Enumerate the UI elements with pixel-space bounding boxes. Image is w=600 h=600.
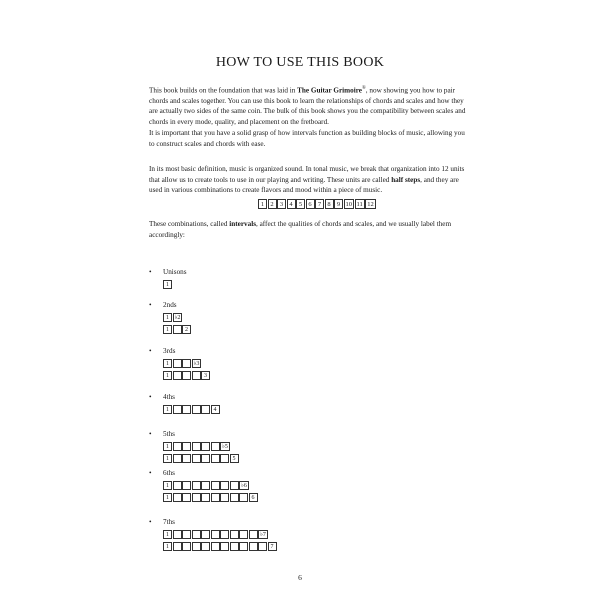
interval-cell: [182, 542, 191, 551]
interval-cell: [230, 481, 239, 490]
interval-cell: [192, 542, 201, 551]
interval-label: 7ths: [163, 518, 175, 526]
interval-cell: 1: [163, 530, 172, 539]
half-steps-text-a: In its most basic definition, music is organized sound. In tonal music, we break that organization into 12 units that allow us to create tools to use in our playing and writing. These units are called: [149, 165, 465, 184]
half-step-cell: 2: [268, 199, 277, 209]
interval-diagram-row: [163, 530, 268, 539]
interval-cell: 2: [182, 325, 191, 334]
paragraph-intervals-importance: It is important that you have a solid grasp of how intervals function as building blocks of music, allowing you to construct scales and chords with ease.: [149, 129, 465, 148]
interval-cell: 1: [163, 481, 172, 490]
interval-diagram-row: [163, 542, 277, 551]
page-title: HOW TO USE THIS BOOK: [215, 55, 385, 70]
interval-diagram-row: [163, 325, 192, 334]
bullet-dot: •: [149, 393, 152, 401]
interval-cell: 3: [201, 371, 210, 380]
interval-cell: [182, 442, 191, 451]
interval-cell: 1: [163, 493, 172, 502]
half-step-cell: 4: [287, 199, 296, 209]
interval-cell: [211, 454, 220, 463]
interval-cell: 1: [163, 313, 172, 322]
half-step-cell: 6: [306, 199, 315, 209]
interval-cell: [211, 442, 220, 451]
registered-mark: ®: [361, 86, 366, 91]
interval-cell: [201, 481, 210, 490]
half-step-cell: 12: [367, 201, 374, 208]
interval-cell: ♭3: [193, 361, 200, 367]
interval-cell: [201, 442, 210, 451]
interval-cell: 5: [230, 454, 239, 463]
interval-cell: [201, 405, 210, 414]
bullet-dot: •: [149, 430, 152, 438]
half-step-cell: 8: [325, 199, 334, 209]
interval-cell: [201, 454, 210, 463]
paragraph-intervals: [149, 219, 469, 240]
interval-cell: [211, 493, 220, 502]
interval-label: Unisons: [163, 268, 187, 276]
interval-cell: [182, 530, 191, 539]
interval-cell: [201, 493, 210, 502]
interval-cell: [258, 542, 267, 551]
interval-label: 5ths: [163, 430, 175, 438]
interval-cell: [230, 530, 239, 539]
intervals-bold: intervals: [229, 220, 256, 228]
interval-cell: 1: [163, 325, 172, 334]
interval-cell: [220, 454, 229, 463]
interval-cell: [182, 359, 191, 368]
intervals-text-b: , affect the qualities of chords and scales, and we usually label them accordingly:: [149, 220, 452, 239]
interval-cell: [239, 530, 248, 539]
interval-cell: [192, 530, 201, 539]
intro-text-b: , now showing you how to pair chords and scales together. You can use this book to learn the relationships of chords and scales and how they are actually two sides of the same coin. The bulk of this book shows you the compatibility between scales and chords in every mode, quality, and placement on the fretboard.: [149, 86, 466, 126]
half-step-cell: 10: [345, 201, 352, 208]
interval-cell: [173, 530, 182, 539]
interval-cell: [201, 542, 210, 551]
interval-label: 3rds: [163, 347, 176, 355]
interval-cell: [211, 542, 220, 551]
interval-diagram-row: [163, 359, 202, 368]
interval-cell: [230, 542, 239, 551]
interval-cell: [192, 493, 201, 502]
interval-cell: 1: [163, 359, 172, 368]
interval-cell: [173, 359, 182, 368]
paragraph-half-steps: [149, 164, 469, 196]
interval-cell: [173, 405, 182, 414]
interval-diagram-row: [163, 493, 258, 502]
interval-diagram-row: [163, 405, 220, 414]
interval-cell: [239, 493, 248, 502]
interval-diagram-row: [163, 371, 211, 380]
bullet-dot: •: [149, 518, 152, 526]
half-step-cell: 1: [258, 199, 267, 209]
interval-cell: 7: [268, 542, 277, 551]
interval-diagram-row: [163, 442, 230, 451]
interval-cell: ♭5: [222, 444, 228, 450]
interval-cell: ♭2: [174, 315, 181, 321]
interval-cell: [220, 542, 229, 551]
half-step-cell: 11: [356, 201, 363, 208]
bullet-dot: •: [149, 347, 152, 355]
interval-cell: [182, 371, 191, 380]
interval-cell: [192, 405, 201, 414]
interval-cell: [182, 405, 191, 414]
interval-cell: 1: [163, 405, 172, 414]
interval-label: 4ths: [163, 393, 175, 401]
interval-cell: 1: [163, 454, 172, 463]
interval-cell: [173, 371, 182, 380]
interval-cell: [192, 442, 201, 451]
page-number: 6: [298, 573, 302, 582]
interval-cell: [192, 481, 201, 490]
interval-cell: [249, 530, 258, 539]
interval-cell: [182, 493, 191, 502]
interval-label: 2nds: [163, 301, 177, 309]
intervals-text-a: These combinations, called: [149, 220, 230, 228]
interval-cell: [211, 530, 220, 539]
interval-cell: [182, 481, 191, 490]
half-steps-bold: half steps: [391, 175, 421, 184]
interval-cell: 1: [163, 542, 172, 551]
intro-text-a: This book builds on the foundation that was laid in: [149, 86, 298, 95]
interval-cell: [249, 542, 258, 551]
interval-cell: [192, 454, 201, 463]
interval-cell: 1: [163, 371, 172, 380]
interval-diagram-row: [163, 313, 183, 322]
interval-cell: [220, 481, 229, 490]
interval-cell: [173, 542, 182, 551]
half-step-cell: 9: [334, 199, 343, 209]
interval-cell: [220, 493, 229, 502]
interval-cell: 1: [163, 442, 172, 451]
interval-cell: [239, 542, 248, 551]
interval-cell: [230, 493, 239, 502]
interval-cell: ♭7: [260, 532, 266, 538]
interval-cell: [173, 493, 182, 502]
book-title-bold: The Guitar Grimoire: [297, 86, 362, 95]
interval-cell: [201, 530, 210, 539]
interval-cell: [220, 530, 229, 539]
half-steps-text-b: , and they are used in various combinations to create flavors and mood within a piece of music.: [149, 175, 459, 194]
interval-label: 6ths: [163, 469, 175, 477]
interval-cell: 6: [249, 493, 258, 502]
bullet-dot: •: [149, 268, 152, 276]
bullet-dot: •: [149, 469, 152, 477]
interval-cell: [173, 442, 182, 451]
interval-cell: [173, 454, 182, 463]
half-step-cell: 7: [315, 199, 324, 209]
interval-cell: 4: [211, 405, 220, 414]
paragraph-intro: [149, 84, 469, 127]
interval-cell: 1: [163, 280, 172, 289]
interval-cell: [173, 481, 182, 490]
bullet-dot: •: [149, 301, 152, 309]
interval-cell: [182, 454, 191, 463]
interval-cell: [173, 325, 182, 334]
interval-cell: [192, 371, 201, 380]
half-step-cell: 5: [296, 199, 305, 209]
interval-diagram-row: [163, 280, 173, 289]
half-step-cell: 3: [277, 199, 286, 209]
interval-diagram-row: [163, 481, 249, 490]
interval-cell: ♭6: [241, 483, 247, 489]
interval-cell: [211, 481, 220, 490]
half-step-strip: [258, 199, 376, 209]
interval-diagram-row: [163, 454, 239, 463]
